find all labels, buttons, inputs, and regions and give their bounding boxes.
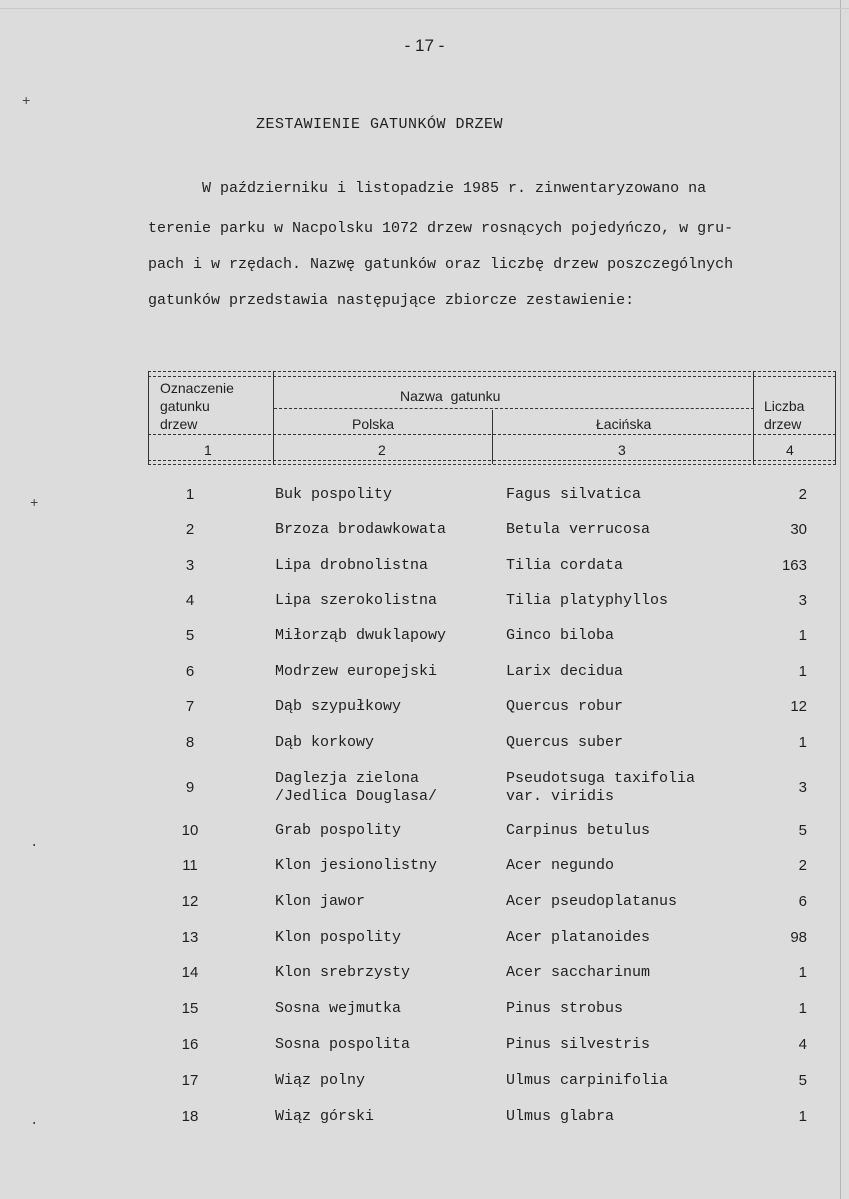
punch-mark-icon: + — [22, 94, 31, 110]
row-count: 3 — [798, 592, 807, 609]
row-polish-name: Buk pospolity — [275, 486, 393, 503]
row-number: 10 — [181, 822, 199, 839]
row-polish-name: Klon jesionolistny — [275, 857, 438, 874]
row-polish-name: Modrzew europejski — [275, 663, 438, 680]
row-polish-name: Klon jawor — [275, 893, 366, 910]
page-title: ZESTAWIENIE GATUNKÓW DRZEW — [256, 116, 504, 133]
row-count: 98 — [790, 929, 807, 946]
row-latin-name: Pinus strobus — [506, 1000, 624, 1017]
row-polish-name: Dąb szypułkowy — [275, 698, 402, 715]
row-latin-name: Larix decidua — [506, 663, 624, 680]
row-count: 2 — [798, 486, 807, 503]
row-number: 16 — [181, 1036, 199, 1053]
row-number: 4 — [185, 592, 195, 609]
row-count: 163 — [781, 557, 807, 574]
row-count: 5 — [798, 822, 807, 839]
row-count: 1 — [798, 1000, 807, 1017]
row-number: 7 — [185, 698, 195, 715]
row-number: 14 — [181, 964, 199, 981]
row-latin-name: Ginco biloba — [506, 627, 615, 644]
row-number: 6 — [185, 663, 195, 680]
row-polish-name: Wiąz górski — [275, 1108, 375, 1125]
row-latin-name: Quercus suber — [506, 734, 624, 751]
row-polish-name: Miłorząb dwuklapowy — [275, 627, 447, 644]
row-number: 17 — [181, 1072, 199, 1089]
header-colnum-3: 3 — [618, 442, 626, 458]
row-count: 1 — [798, 734, 807, 751]
row-count: 12 — [790, 698, 807, 715]
row-count: 6 — [798, 893, 807, 910]
row-number: 12 — [181, 893, 199, 910]
row-polish-name: Brzoza brodawkowata — [275, 521, 447, 538]
page-number: - 17 - — [404, 36, 445, 55]
header-latin: Łacińska — [596, 416, 652, 432]
row-polish-name: Lipa drobnolistna — [275, 557, 429, 574]
header-designation-1: Oznaczenie — [160, 380, 234, 396]
row-polish-name: Lipa szerokolistna — [275, 592, 438, 609]
page-edge-top — [0, 8, 849, 9]
row-count: 1 — [798, 964, 807, 981]
row-number: 2 — [185, 521, 195, 538]
header-designation-3: drzew — [160, 416, 198, 432]
row-count: 30 — [790, 521, 807, 538]
row-polish-name: Wiąz polny — [275, 1072, 366, 1089]
row-latin-name: Acer pseudoplatanus — [506, 893, 678, 910]
intro-line-3: pach i w rzędach. Nazwę gatunków oraz liczbę drzew poszczególnych — [148, 256, 734, 273]
header-colnum-1: 1 — [204, 442, 212, 458]
row-count: 3 — [798, 779, 807, 796]
row-latin-name: Betula verrucosa — [506, 521, 651, 538]
row-polish-name: Klon srebrzysty — [275, 964, 411, 981]
row-latin-name: Quercus robur — [506, 698, 624, 715]
row-number: 1 — [185, 486, 195, 503]
row-latin-name: Tilia cordata — [506, 557, 624, 574]
row-count: 4 — [798, 1036, 807, 1053]
row-latin-name: Ulmus glabra — [506, 1108, 615, 1125]
row-latin-name: Ulmus carpinifolia — [506, 1072, 669, 1089]
row-count: 1 — [798, 1108, 807, 1125]
header-designation-2: gatunku — [160, 398, 210, 414]
row-polish-name: Sosna wejmutka — [275, 1000, 402, 1017]
header-count-1: Liczba — [764, 398, 805, 414]
row-latin-name: Pinus silvestris — [506, 1036, 651, 1053]
header-colnum-4: 4 — [786, 442, 794, 458]
intro-line-1: W październiku i listopadzie 1985 r. zinwentaryzowano na — [202, 180, 707, 197]
row-count: 1 — [798, 663, 807, 680]
row-polish-name: Sosna pospolita — [275, 1036, 411, 1053]
row-number: 9 — [185, 779, 195, 796]
header-count-2: drzew — [764, 416, 802, 432]
row-latin-name: Acer negundo — [506, 857, 615, 874]
punch-mark-icon: · — [30, 838, 39, 854]
header-species-name: Nazwa gatunku — [400, 388, 501, 404]
row-count: 1 — [798, 627, 807, 644]
row-number: 18 — [181, 1108, 199, 1125]
row-latin-name: Pseudotsuga taxifolia var. viridis — [506, 770, 696, 805]
row-latin-name: Carpinus betulus — [506, 822, 651, 839]
row-latin-name: Tilia platyphyllos — [506, 592, 669, 609]
row-number: 13 — [181, 929, 199, 946]
row-latin-name: Acer saccharinum — [506, 964, 651, 981]
row-polish-name: Daglezja zielona /Jedlica Douglasa/ — [275, 770, 438, 805]
row-number: 3 — [185, 557, 195, 574]
row-number: 8 — [185, 734, 195, 751]
intro-line-2: terenie parku w Nacpolsku 1072 drzew rosnących pojedyńczo, w gru- — [148, 220, 734, 237]
punch-mark-icon: · — [30, 1116, 39, 1132]
punch-mark-icon: + — [30, 496, 39, 512]
row-polish-name: Klon pospolity — [275, 929, 402, 946]
row-number: 15 — [181, 1000, 199, 1017]
header-polish: Polska — [352, 416, 395, 432]
row-count: 5 — [798, 1072, 807, 1089]
row-number: 11 — [182, 857, 198, 874]
page-edge-right — [840, 0, 841, 1199]
header-colnum-2: 2 — [378, 442, 386, 458]
row-count: 2 — [798, 857, 807, 874]
row-latin-name: Fagus silvatica — [506, 486, 642, 503]
row-polish-name: Dąb korkowy — [275, 734, 375, 751]
row-polish-name: Grab pospolity — [275, 822, 402, 839]
row-number: 5 — [185, 627, 195, 644]
row-latin-name: Acer platanoides — [506, 929, 651, 946]
intro-line-4: gatunków przedstawia następujące zbiorcze zestawienie: — [148, 292, 635, 309]
